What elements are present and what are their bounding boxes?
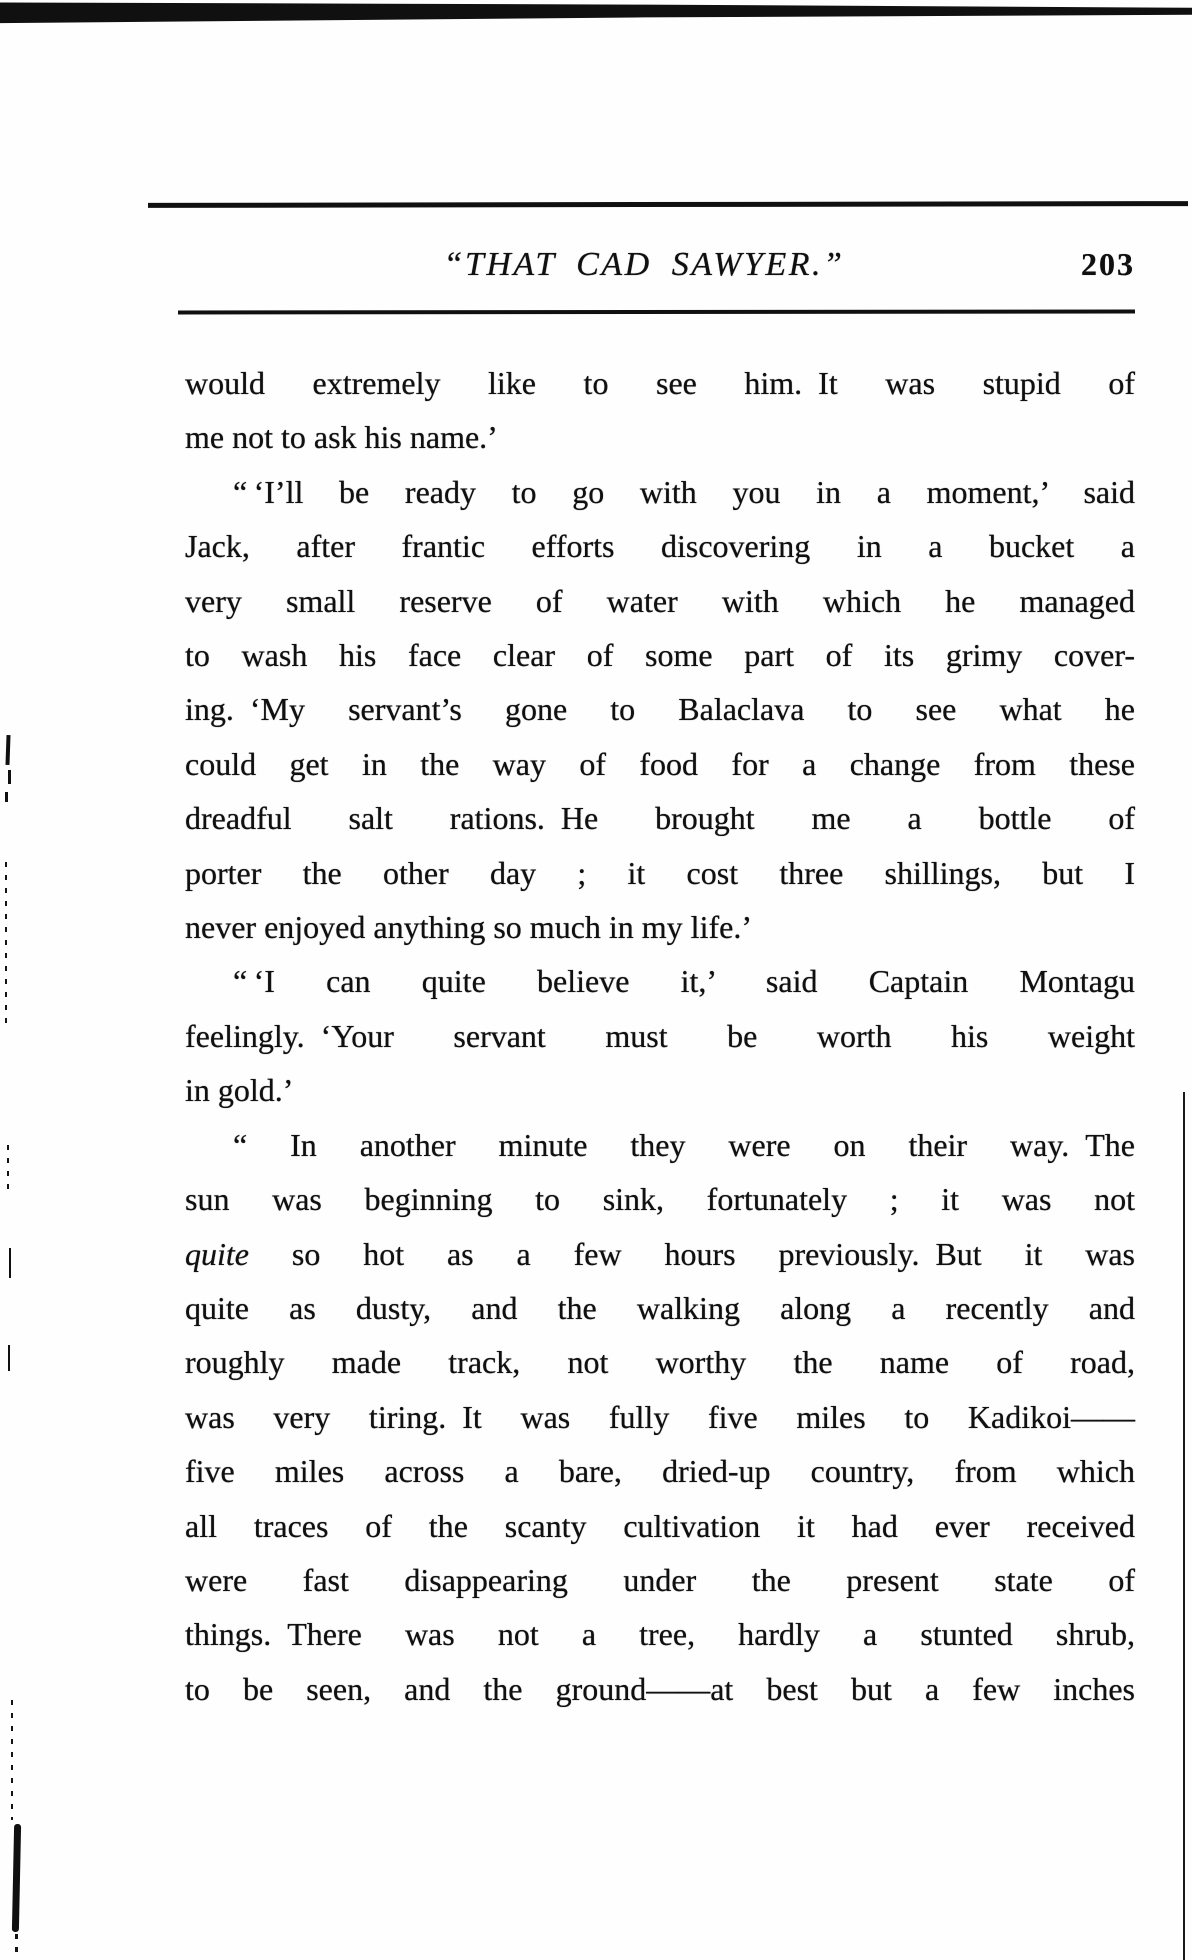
text-line: “ ‘I’ll be ready to go with you in a moment,’ said: [233, 473, 1135, 510]
scan-artifact-left-mark: [5, 735, 10, 765]
scan-artifact-top-bar: [0, 2, 1192, 24]
scan-artifact-left-mark: [8, 1345, 10, 1371]
page-number: 203: [1081, 246, 1135, 282]
text-line: all traces of the scanty cultivation it had ever received: [185, 1507, 1135, 1544]
scan-artifact-left-dashes: [5, 862, 7, 1030]
text-line: roughly made track, not worthy the name of road,: [185, 1344, 1135, 1381]
scan-artifact-left-dashes: [7, 1145, 9, 1189]
text-line: dreadful salt rations. He brought me a bottle of: [185, 800, 1135, 837]
scan-artifact-right-edge: [1183, 1092, 1185, 1960]
text-line: could get in the way of food for a change from these: [185, 745, 1135, 782]
text-line: quite as dusty, and the walking along a recently and: [185, 1289, 1135, 1326]
text-line: were fast disappearing under the present state of: [185, 1561, 1135, 1598]
text-line: sun was beginning to sink, fortunately ; it was not: [185, 1181, 1135, 1218]
text-line: five miles across a bare, dried-up country, from which: [185, 1453, 1135, 1490]
text-line: never enjoyed anything so much in my life.’: [185, 909, 752, 946]
scan-artifact-left-mark: [8, 770, 11, 784]
header-rule-bottom: [178, 309, 1135, 314]
text-line: to wash his face clear of some part of its grimy cover-: [185, 637, 1135, 674]
scan-artifact-spine-blob: [12, 1824, 21, 1932]
text-line: feelingly. ‘Your servant must be worth his weight: [185, 1017, 1135, 1054]
scan-artifact-left-dashes: [11, 1700, 13, 1820]
text-line: Jack, after frantic efforts discovering in a bucket a: [185, 528, 1135, 565]
text-line: was very tiring. It was fully five miles to Kadikoi——: [185, 1398, 1135, 1435]
page-body: [185, 356, 1135, 1716]
running-title: “THAT CAD SAWYER.”: [443, 246, 845, 283]
page-header: [185, 244, 1135, 296]
text-line: “ In another minute they were on their way. The: [233, 1126, 1135, 1163]
text-line: to be seen, and the ground——at best but a few inches: [185, 1670, 1135, 1707]
text-line: “ ‘I can quite believe it,’ said Captain Montagu: [233, 963, 1135, 1000]
scan-artifact-left-dashes: [15, 1934, 18, 1958]
text-line: in gold.’: [185, 1072, 294, 1109]
scan-artifact-left-mark: [5, 792, 8, 802]
scan-artifact-left-mark: [9, 1248, 11, 1278]
text-line: ing. ‘My servant’s gone to Balaclava to see what he: [185, 691, 1135, 728]
text-line: would extremely like to see him. It was stupid of: [185, 365, 1135, 401]
text-line: porter the other day ; it cost three shillings, but I: [185, 854, 1135, 891]
text-line: things. There was not a tree, hardly a stunted shrub,: [185, 1616, 1135, 1653]
header-rule-top: [148, 201, 1188, 208]
text-line: very small reserve of water with which he managed: [185, 582, 1135, 619]
text-line: me not to ask his name.’: [185, 419, 498, 456]
text-line: quite so hot as a few hours previously. But it was: [185, 1235, 1135, 1272]
